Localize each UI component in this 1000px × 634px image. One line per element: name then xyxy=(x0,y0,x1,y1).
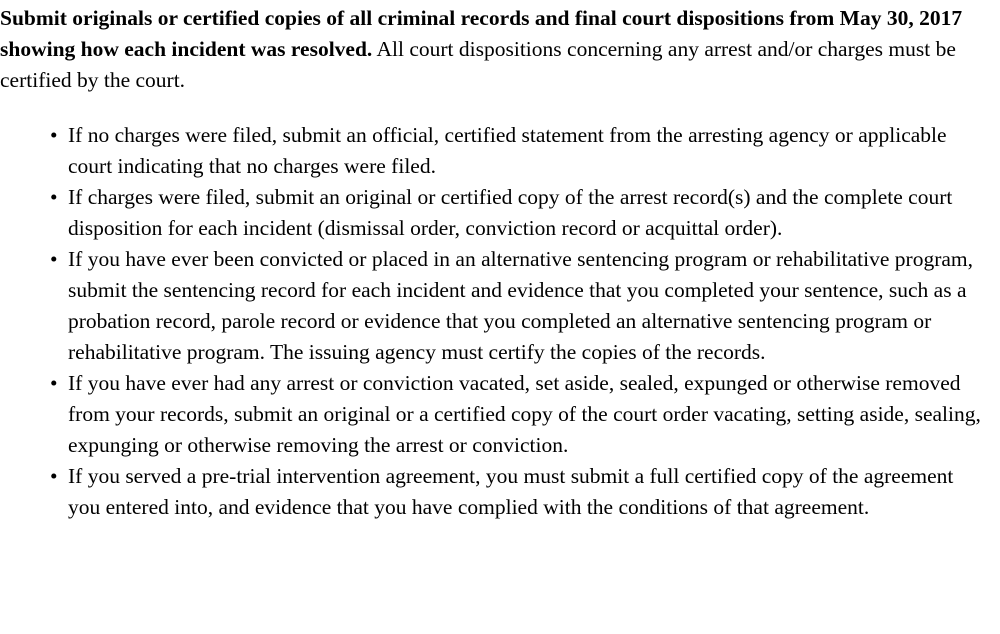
bullet-icon: • xyxy=(50,371,58,395)
list-item xyxy=(0,182,1000,244)
bullet-icon: • xyxy=(50,464,58,488)
list-item-text: If no charges were filed, submit an official, certified statement from the arresting agency or applicable court indicating that no charges were filed. xyxy=(68,123,947,178)
requirements-list xyxy=(0,120,1000,523)
list-item xyxy=(0,368,1000,461)
list-item-text: If you have ever had any arrest or conviction vacated, set aside, sealed, expunged or otherwise removed from your records, submit an original or a certified copy of the court order vacating, setting aside, sealing, expunging or otherwise removing the arrest or conviction. xyxy=(68,371,981,457)
list-item-text: If you served a pre-trial intervention agreement, you must submit a full certified copy of the agreement you entered into, and evidence that you have complied with the conditions of that agreement. xyxy=(68,464,954,519)
list-item-text: If charges were filed, submit an original or certified copy of the arrest record(s) and the complete court disposition for each incident (dismissal order, conviction record or acquittal order). xyxy=(68,185,953,240)
list-item xyxy=(0,461,1000,523)
bullet-icon: • xyxy=(50,247,58,271)
intro-regular-text: All court dispositions concerning any arrest and/or charges must be certified by the court. xyxy=(0,37,956,92)
intro-paragraph xyxy=(0,0,995,96)
list-item xyxy=(0,244,1000,368)
intro-bold-text: Submit originals or certified copies of all criminal records and final court dispositions from May 30, 2017 showing how each incident was resolved. xyxy=(0,6,963,61)
bullet-icon: • xyxy=(50,185,58,209)
list-item-text: If you have ever been convicted or placed in an alternative sentencing program or rehabilitative program, submit the sentencing record for each incident and evidence that you completed your sentence, such as a probation record, parole record or evidence that you completed an alternative sentencing program or rehabilitative program. The issuing agency must certify the copies of the records. xyxy=(68,247,974,364)
list-item xyxy=(0,120,1000,182)
bullet-icon: • xyxy=(50,123,58,147)
